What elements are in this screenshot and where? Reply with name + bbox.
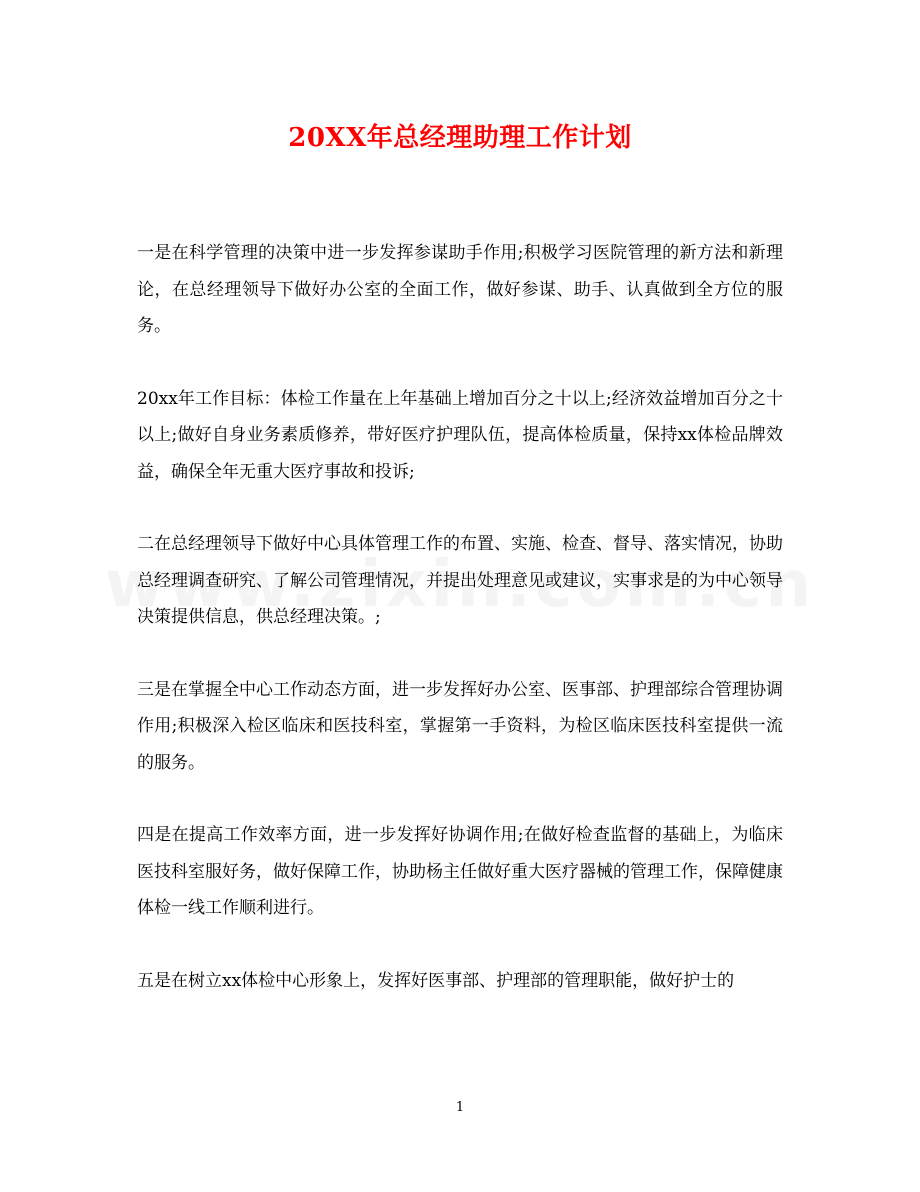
paragraph-5: 四是在提高工作效率方面，进一步发挥好协调作用;在做好检查监督的基础上，为临床医技科室服好务，做好保障工作，协助杨主任做好重大医疗器械的管理工作，保障健康体检一线工作顺利进行。 — [137, 825, 783, 918]
document-title: 20XX年总经理助理工作计划 — [288, 123, 632, 153]
paragraph-4: 三是在掌握全中心工作动态方面，进一步发挥好办公室、医事部、护理部综合管理协调作用;积极深入检区临床和医技科室，掌握第一手资料，为检区临床医技科室提供一流的服务。 — [137, 679, 783, 773]
paragraph-3: 二在总经理领导下做好中心具体管理工作的布置、实施、检查、督导、落实情况，协助总经理调查研究、了解公司管理情况，并提出处理意见或建议，实事求是的为中心领导决策提供信息，供总经理决策。; — [137, 534, 783, 627]
paragraph-1: 一是在科学管理的决策中进一步发挥参谋助手作用;积极学习医院管理的新方法和新理论，在总经理领导下做好办公室的全面工作，做好参谋、助手、认真做到全方位的服务。 — [137, 243, 783, 336]
document-body — [137, 235, 783, 1035]
paragraph-6: 五是在树立xx体检中心形象上，发挥好医事部、护理部的管理职能，做好护士的 — [137, 970, 735, 991]
page-number: 1 — [455, 1100, 465, 1115]
paragraph-2: 20xx年工作目标：体检工作量在上年基础上增加百分之十以上;经济效益增加百分之十以上;做好自身业务素质修养，带好医疗护理队伍，提高体检质量，保持xx体检品牌效益，确保全年无重大医疗事故和投诉; — [137, 388, 783, 482]
